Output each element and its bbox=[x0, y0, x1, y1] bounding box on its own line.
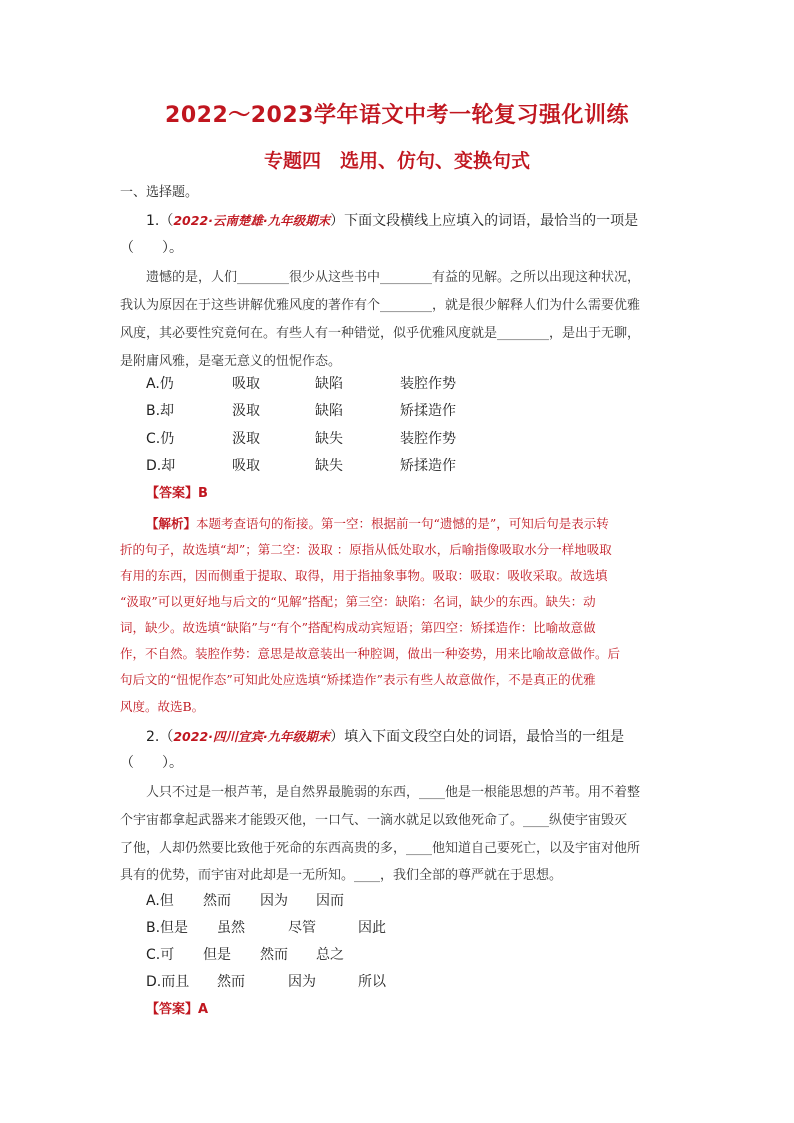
question-1-passage-line: 风度，其必要性究竟何在。有些人有一种错觉，似乎优雅风度就是________，是出于无聊， bbox=[120, 326, 641, 341]
option-word: 因为 bbox=[288, 974, 316, 990]
option-word: 汲取 bbox=[232, 403, 260, 419]
option-word: 矫揉造作 bbox=[400, 458, 456, 474]
question-1-passage-line: 遗憾的是，人们________很少从这些书中________有益的见解。之所以出现这种状况， bbox=[146, 270, 641, 285]
option-letter: A.但 bbox=[146, 893, 174, 909]
option-word: 因而 bbox=[316, 893, 344, 909]
answer-tag: 【答案】 bbox=[146, 486, 199, 501]
question-1-answer bbox=[146, 484, 208, 504]
option-word: 然而 bbox=[260, 947, 288, 963]
document-title: 2022～2023学年语文中考一轮复习强化训练 bbox=[165, 103, 629, 128]
question-2-passage-line: 了他，人却仍然要比致他于死命的东西高贵的多，____他知道自己要死亡，以及宇宙对他所 bbox=[120, 841, 641, 856]
option-word: 装腔作势 bbox=[400, 431, 456, 447]
question-1-number: 1.（ bbox=[146, 213, 174, 229]
question-2-blank: （ ）。 bbox=[120, 755, 183, 771]
option-word: 缺失 bbox=[315, 458, 343, 474]
option-word: 缺失 bbox=[315, 431, 343, 447]
section-heading: 一、选择题。 bbox=[120, 185, 199, 200]
option-letter: A.仍 bbox=[146, 376, 174, 392]
question-2-option-a bbox=[146, 891, 706, 911]
option-word: 然而 bbox=[203, 893, 231, 909]
answer-value: A bbox=[198, 1002, 209, 1017]
question-1-passage-line: 我认为原因在于这些讲解优雅风度的著作有个________，就是很少解释人们为什么需要优雅 bbox=[120, 298, 641, 313]
question-2-passage-line: 个宇宙都拿起武器来才能毁灭他，一口气、一滴水就足以致他死命了。____纵使宇宙毁灭 bbox=[120, 813, 628, 828]
question-1-option-b bbox=[146, 401, 706, 421]
question-2-stem-text: ）填入下面文段空白处的词语，最恰当的一组是 bbox=[330, 729, 625, 745]
option-letter: D.而且 bbox=[146, 974, 190, 990]
option-word: 因此 bbox=[358, 920, 386, 936]
question-1-passage-line: 是附庸风雅，是毫无意义的忸怩作态。 bbox=[120, 354, 342, 369]
option-word: 装腔作势 bbox=[400, 376, 456, 392]
question-1-analysis-line: “汲取”可以更好地与后文的“见解”搭配；第三空：缺陷：名词，缺少的东西。缺失：动 bbox=[120, 594, 596, 609]
option-letter: D.却 bbox=[146, 458, 176, 474]
option-letter: B.却 bbox=[146, 403, 175, 419]
option-word: 缺陷 bbox=[315, 403, 343, 419]
option-letter: C.可 bbox=[146, 947, 175, 963]
question-2-option-c bbox=[146, 945, 706, 965]
question-1-analysis-line: 有用的东西，因而侧重于提取、取得，用于指抽象事物。吸取：吸取：吸收采取。故选填 bbox=[120, 568, 608, 583]
question-2-option-d bbox=[146, 972, 706, 992]
answer-tag: 【答案】 bbox=[146, 1002, 199, 1017]
analysis-tag: 【解析】 bbox=[146, 516, 197, 531]
document-subtitle: 专题四 选用、仿句、变换句式 bbox=[263, 150, 530, 172]
question-1-option-c bbox=[146, 429, 706, 449]
option-word: 因为 bbox=[260, 893, 288, 909]
question-1-stem-text: ）下面文段横线上应填入的词语，最恰当的一项是 bbox=[330, 213, 639, 229]
question-2-number: 2.（ bbox=[146, 729, 174, 745]
question-1-analysis-line: 作，不自然。装腔作势：意思是故意装出一种腔调，做出一种姿势，用来比喻故意做作。后 bbox=[120, 646, 621, 661]
question-1-blank: （ ）。 bbox=[120, 240, 183, 256]
option-word: 总之 bbox=[316, 947, 344, 963]
question-1-analysis-line: 风度。故选B。 bbox=[120, 699, 205, 714]
question-1-stem bbox=[146, 211, 638, 231]
question-2-source: 2022·四川宜宾·九年级期末 bbox=[173, 729, 331, 744]
answer-value: B bbox=[198, 486, 208, 501]
question-2-passage-line: 人只不过是一根芦苇，是自然界最脆弱的东西，____他是一根能思想的芦苇。用不着整 bbox=[146, 785, 641, 800]
question-1-analysis-line bbox=[146, 514, 609, 534]
question-1-analysis-line: 词，缺少。故选填“缺陷”与“有个”搭配构成动宾短语；第四空：矫揉造作：比喻故意做 bbox=[120, 620, 596, 635]
question-2-answer bbox=[146, 1000, 208, 1020]
option-word: 吸取 bbox=[232, 376, 260, 392]
option-word: 尽管 bbox=[288, 920, 316, 936]
question-1-option-d bbox=[146, 456, 706, 476]
question-2-option-b bbox=[146, 918, 706, 938]
question-1-analysis-line: 句后文的“忸怩作态”可知此处应选填“矫揉造作”表示有些人故意做作，不是真正的优雅 bbox=[120, 672, 596, 687]
option-word: 缺陷 bbox=[315, 376, 343, 392]
option-letter: B.但是 bbox=[146, 920, 189, 936]
question-2-passage-line: 具有的优势，而宇宙对此却是一无所知。____，我们全部的尊严就在于思想。 bbox=[120, 868, 563, 883]
option-word: 然而 bbox=[217, 974, 245, 990]
option-word: 虽然 bbox=[217, 920, 245, 936]
option-word: 但是 bbox=[203, 947, 231, 963]
option-word: 矫揉造作 bbox=[400, 403, 456, 419]
question-1-analysis-line: 折的句子，故选填“却”；第二空：汲取 ：原指从低处取水，后喻指像吸取水分一样地吸取 bbox=[120, 542, 612, 557]
analysis-text: 本题考查语句的衔接。第一空：根据前一句“遗憾的是”，可知后句是表示转 bbox=[196, 516, 609, 531]
option-letter: C.仍 bbox=[146, 431, 175, 447]
option-word: 汲取 bbox=[232, 431, 260, 447]
question-1-source: 2022·云南楚雄·九年级期末 bbox=[173, 213, 331, 228]
option-word: 所以 bbox=[358, 974, 386, 990]
question-1-option-a bbox=[146, 374, 706, 394]
question-2-stem bbox=[146, 727, 624, 747]
option-word: 吸取 bbox=[232, 458, 260, 474]
